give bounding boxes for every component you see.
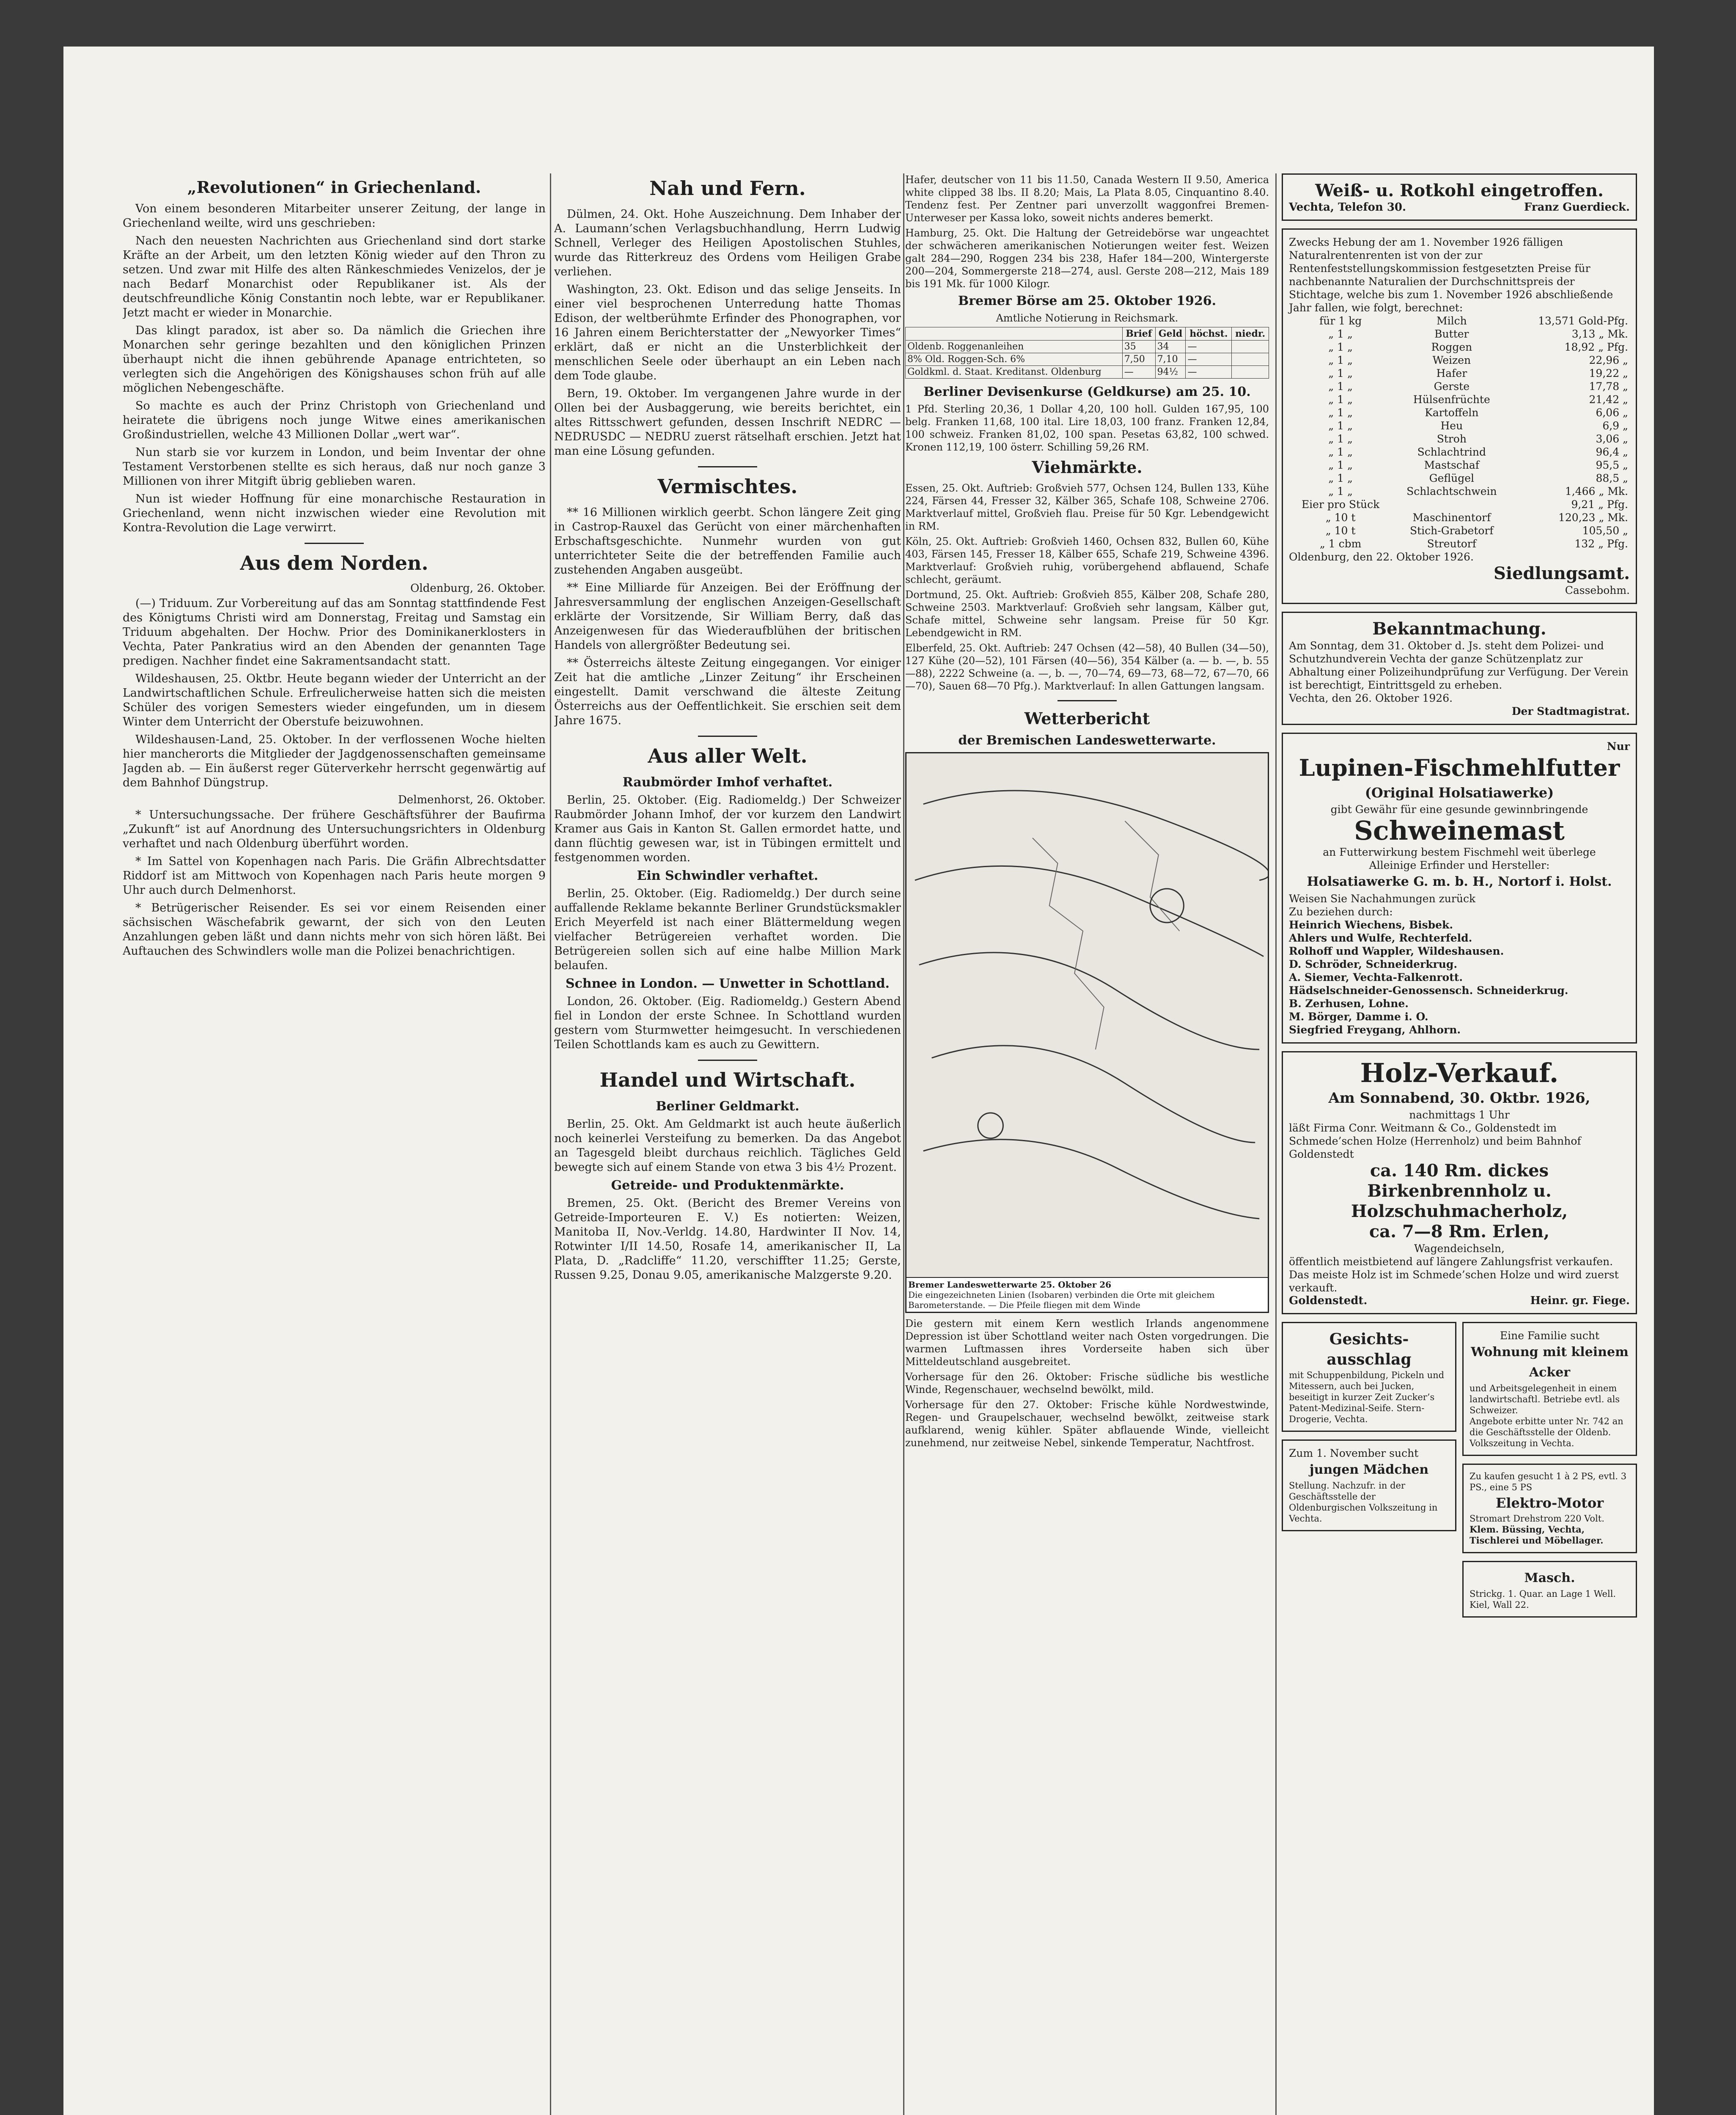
price-cell: Roggen bbox=[1431, 341, 1472, 353]
table-cell: — bbox=[1122, 366, 1155, 379]
ad-text: Am Sonntag, dem 31. Oktober d. Js. steht dem Polizei- und Schutzhundverein Vechta der ganze Schützenplatz zur Abhaltung einer Polizeihundprüfung zur Verfügung. Der Verein ist berechtigt, Eintrittsgeld zu erheben. bbox=[1289, 640, 1629, 691]
table-cell bbox=[1232, 341, 1269, 353]
price-cell: Eier pro Stück bbox=[1301, 498, 1380, 511]
ad-headline: Lupinen-Fischmehlfutter bbox=[1299, 754, 1620, 781]
price-cell: „ 1 „ bbox=[1328, 459, 1353, 471]
table-cell: 8% Old. Roggen-Sch. 6% bbox=[906, 353, 1123, 366]
article-paragraph: London, 26. Oktober. (Eig. Radiomeldg.) Gestern Abend fiel in London der erste Schnee. In Schottland wurden gestern vom Sturmwetter heimgesucht. In verschiedenen Teilen Schottlands kam es auch zu Gewittern. bbox=[554, 995, 901, 1051]
price-cell: 96,4 „ bbox=[1596, 446, 1628, 458]
price-cell: „ 1 „ bbox=[1328, 393, 1353, 406]
article-paragraph: ** Eine Milliarde für Anzeigen. Bei der Eröffnung der Jahresversammlung der englischen Anzeigen-Gesellschaft erklärte der Vorsitzende, Sir William Berry, daß das Anzeigenwesen für das Wiederaufblühen der britischen Handels von allergrößter Bedeutung sei. bbox=[554, 581, 901, 652]
price-cell: 19,22 „ bbox=[1589, 367, 1628, 379]
price-row bbox=[1289, 511, 1630, 524]
article-paragraph: Dortmund, 25. Okt. Auftrieb: Großvieh 855, Kälber 208, Schafe 280, Schweine 2503. Marktverlauf: Großvieh sehr langsam, Kälber gut, Schafe mittel, Schweine sehr langsam. Preise für 50 Kgr. Lebendgewicht in RM. bbox=[905, 589, 1269, 639]
price-row bbox=[1289, 419, 1630, 432]
table-cell bbox=[1232, 366, 1269, 379]
table-title: Bremer Börse am 25. Oktober 1926. bbox=[958, 294, 1217, 308]
price-cell: 120,23 „ Mk. bbox=[1558, 511, 1628, 524]
price-cell: 1,466 „ Mk. bbox=[1565, 485, 1628, 497]
ad-text: läßt Firma Conr. Weitmann & Co., Goldenstedt im Schmede’schen Holze (Herrenholz) und beim Bahnhof Goldenstedt bbox=[1289, 1122, 1581, 1160]
ad-address: Vechta, Telefon 30. bbox=[1289, 201, 1406, 214]
ad-date: Oldenburg, den 22. Oktober 1926. bbox=[1289, 551, 1474, 563]
ad-text: Weisen Sie Nachahmungen zurück bbox=[1289, 893, 1476, 905]
price-cell: „ 1 „ bbox=[1328, 367, 1353, 379]
ad-headline: Holz-Verkauf. bbox=[1360, 1058, 1559, 1088]
price-cell: Weizen bbox=[1432, 354, 1471, 366]
section-title: Nah und Fern. bbox=[649, 177, 806, 200]
article-paragraph: Nun ist wieder Hoffnung für eine monarchische Restauration in Griechenland, wenn nicht inzwischen wieder eine Revolution mit Kontra-Revolution die Lage verwirrt. bbox=[123, 492, 546, 534]
table-cell: Oldenb. Roggenanleihen bbox=[906, 341, 1123, 353]
price-cell: 132 „ Pfg. bbox=[1574, 538, 1628, 550]
ad-bekanntmachung bbox=[1282, 612, 1637, 725]
column-rule bbox=[903, 173, 904, 2115]
ad-lupinen bbox=[1282, 733, 1637, 1044]
price-row bbox=[1289, 367, 1630, 380]
section-divider bbox=[698, 736, 757, 737]
table-row bbox=[906, 353, 1269, 366]
forecast: Vorhersage für den 27. Oktober: Frische kühle Nordwestwinde, Regen- und Graupelschauer, wechselnd bewölkt, zeitweise stark aufklarend, wenig kühler. Später abflauende Winde, vielleicht zunehmend, nur zeitweise Nebel, sinkende Temperatur, Nachtfrost. bbox=[905, 1399, 1269, 1449]
article-paragraph: Das klingt paradox, ist aber so. Da nämlich die Griechen ihre Monarchen sehr geringe bezahlten und den königlichen Prinzen überhaupt nicht die ihnen gebührende Apanage entrichteten, so verlegten sich die Angehörigen des Königshauses schon früh auf alle möglichen Nebengeschäfte. bbox=[123, 324, 546, 395]
ad-headline: Wohnung mit kleinem Acker bbox=[1471, 1345, 1629, 1380]
article-paragraph: Dülmen, 24. Okt. Hohe Auszeichnung. Dem Inhaber der A. Laumann’schen Verlagsbuchhandlung, Herrn Ludwig Schnell, Verleger des Heiligen Apostolischen Stuhles, wurde das Ritterkreuz des Ordens vom Heiligen Grabe verliehen. bbox=[554, 208, 901, 278]
boerse-table bbox=[905, 327, 1269, 379]
table-cell: — bbox=[1186, 366, 1232, 379]
price-cell: Stroh bbox=[1437, 433, 1467, 445]
ad-headline: Weiß- u. Rotkohl eingetroffen. bbox=[1315, 181, 1604, 201]
price-cell: 9,21 „ Pfg. bbox=[1571, 498, 1628, 511]
price-cell: Schlachtschwein bbox=[1406, 485, 1497, 497]
article-paragraph: ** 16 Millionen wirklich geerbt. Schon längere Zeit ging in Castrop-Rauxel das Gerücht von einer märchenhaften Erbschaftsgeschichte. Nunmehr wurden von gut unterrichteter Seite die der betreffenden Familie auch zustehenden Angaben ausgeübt. bbox=[554, 506, 901, 577]
ad-text: Zwecks Hebung der am 1. November 1926 fälligen Naturalrentenrenten ist von der zur Rentenfeststellungskommission festgesetzten Preise für nachbenannte Naturalien der Durchschnittspreis der Stichtage, welche bis zum 1. November 1926 abschließende Jahr fallen, wie folgt, berechnet: bbox=[1289, 236, 1613, 314]
price-row bbox=[1289, 354, 1630, 367]
price-cell: „ 1 „ bbox=[1328, 354, 1353, 366]
ad-naturalien bbox=[1282, 228, 1637, 604]
ad-date: Vechta, den 26. Oktober 1926. bbox=[1289, 692, 1453, 704]
ad-nur: Nur bbox=[1607, 740, 1630, 753]
ad-text: öffentlich meistbietend auf längere Zahlungsfrist verkaufen. Das meiste Holz ist im Schmede’schen Holze und wird zuerst verkauft. bbox=[1289, 1255, 1619, 1294]
dealer-item: M. Börger, Damme i. O. bbox=[1289, 1011, 1428, 1023]
price-cell: „ 1 cbm bbox=[1319, 538, 1362, 550]
section-title: Aus dem Norden. bbox=[240, 552, 429, 574]
price-cell: „ 1 „ bbox=[1328, 341, 1353, 353]
dealer-item: D. Schröder, Schneiderkrug. bbox=[1289, 958, 1458, 970]
table-cell: 7,50 bbox=[1122, 353, 1155, 366]
price-cell: Heu bbox=[1440, 420, 1463, 432]
section-divider bbox=[305, 543, 364, 544]
price-cell: „ 1 „ bbox=[1328, 446, 1353, 458]
price-cell: 6,9 „ bbox=[1602, 420, 1628, 432]
dealer-item: A. Siemer, Vechta-Falkenrott. bbox=[1289, 971, 1463, 983]
ad-text: Eine Familie sucht bbox=[1500, 1329, 1600, 1342]
ad-kohl bbox=[1282, 173, 1637, 221]
article-headline: Berliner Devisenkurse (Geldkurse) am 25. 10. bbox=[923, 385, 1251, 399]
ad-text: gibt Gewähr für eine gesunde gewinnbringende bbox=[1330, 803, 1588, 816]
ad-text: Zum 1. November sucht bbox=[1289, 1447, 1419, 1459]
column-rule bbox=[550, 173, 551, 2115]
table-header-cell bbox=[906, 327, 1123, 341]
price-cell: „ 1 „ bbox=[1328, 420, 1353, 432]
price-row bbox=[1289, 485, 1630, 498]
table-cell: — bbox=[1186, 353, 1232, 366]
table-cell: 7,10 bbox=[1155, 353, 1186, 366]
ad-sign: Franz Guerdieck. bbox=[1524, 201, 1630, 214]
price-cell: Maschinentorf bbox=[1412, 511, 1491, 524]
price-cell bbox=[1392, 498, 1511, 511]
article-paragraph: (—) Triduum. Zur Vorbereitung auf das am Sonntag stattfindende Fest des Königtums Christi wird am Donnerstag, Freitag und Samstag ein Triduum abgehalten. Der Hochw. Prior des Dominikanerklosters in Vechta, Pater Pankratius wird an den Abenden der genannten Tage predigen. Nachher findet eine Sakramentsandacht statt. bbox=[123, 597, 546, 667]
article-paragraph: Wildeshausen, 25. Oktbr. Heute begann wieder der Unterricht an der Landwirtschaftlichen Schule. Erfreulicherweise hatten sich die meisten Schüler des vorigen Semesters wieder eingefunden, um in diesem Winter dem Unterricht der Oberstufe beizuwohnen. bbox=[123, 672, 546, 728]
article-paragraph: Berlin, 25. Okt. Am Geldmarkt ist auch heute äußerlich noch keinerlei Versteifung zu bemerken. Da das Angebot an Tagesgeld bleibt durchaus reichlich. Tägliches Geld bewegte sich auf einem Stande von etwa 3 bis 4½ Prozent. bbox=[554, 1118, 901, 1174]
price-cell: Mastschaf bbox=[1424, 459, 1480, 471]
article-paragraph: Die gestern mit einem Kern westlich Irlands angenommene Depression ist über Schottland weiter nach Osten vorgedrungen. Die warmen Luftmassen ihres Vorderseite haben sich über Mitteldeutschland ausgebreitet. bbox=[905, 1318, 1269, 1368]
ad-text: Wagendeichseln, bbox=[1414, 1242, 1505, 1255]
article-headline: Schnee in London. — Unwetter in Schottland. bbox=[566, 976, 890, 991]
article-paragraph: Berlin, 25. Oktober. (Eig. Radiomeldg.) Der Schweizer Raubmörder Johann Imhof, der vor kurzem den Landwirt Kramer aus Gais in Kanton St. Gallen ermordet hatte, und dann flüchtig gewesen war, ist in Tübingen ermittelt und festgenommen worden. bbox=[554, 794, 901, 864]
price-cell: Geflügel bbox=[1429, 472, 1474, 484]
article-headline: Ein Schwindler verhaftet. bbox=[637, 868, 819, 883]
article-headline: Raubmörder Imhof verhaftet. bbox=[622, 775, 833, 790]
article-paragraph: 1 Pfd. Sterling 20,36, 1 Dollar 4,20, 100 holl. Gulden 167,95, 100 belg. Franken 11,68, 100 ital. Lire 18,03, 100 franz. Franken 12,84, 100 schweiz. Franken 81,02, 100 span. Pesetas 63,82, 100 schwed. Kronen 112,19, 100 österr. Schilling 59,26 RM. bbox=[905, 403, 1269, 453]
price-cell: „ 10 t bbox=[1325, 525, 1356, 537]
ad-headline: Schweinemast bbox=[1354, 815, 1565, 846]
ad-motor bbox=[1462, 1464, 1637, 1553]
price-row bbox=[1289, 432, 1630, 445]
section-title: Aus aller Welt. bbox=[648, 744, 808, 767]
ad-sign: Heinr. gr. Fiege. bbox=[1530, 1294, 1630, 1307]
dealer-item: Heinrich Wiechens, Bisbek. bbox=[1289, 919, 1453, 931]
ad-text: Zu beziehen durch: bbox=[1289, 906, 1393, 918]
price-cell: 18,92 „ Pfg. bbox=[1564, 341, 1628, 353]
price-cell: 6,06 „ bbox=[1596, 407, 1628, 419]
price-cell: 88,5 „ bbox=[1596, 472, 1628, 484]
newspaper-page bbox=[63, 47, 1654, 2115]
table-subtitle: Amtliche Notierung in Reichsmark. bbox=[996, 312, 1178, 324]
ad-masch bbox=[1462, 1561, 1637, 1618]
table-cell: 94½ bbox=[1155, 366, 1186, 379]
article-paragraph: Elberfeld, 25. Okt. Auftrieb: 247 Ochsen (42—58), 40 Bullen (34—50), 127 Kühe (20—52), 101 Färsen (40—56), 354 Kälber (a. — b. —, b. 55—88), 2222 Schweine (a. —, b. —, 70—74, 69—73, 68—72, 67—70, 66—70), Sauen 68—70 Pfg.). Marktverlauf: In allen Gattungen langsam. bbox=[905, 642, 1269, 692]
price-cell: Streutorf bbox=[1427, 538, 1476, 550]
article-paragraph: Bern, 19. Oktober. Im vergangenen Jahre wurde in der Ollen bei der Ausbaggerung, wie bereits berichtet, ein altes Rittsschwert gefunden, dessen Inschrift NEDRC — NEDRUSDC — NEDRU zuerst rätselhaft erschien. Jetzt hat man eine Lösung gefunden. bbox=[554, 387, 901, 458]
article-paragraph: Essen, 25. Okt. Auftrieb: Großvieh 577, Ochsen 124, Bullen 133, Kühe 224, Färsen 44, Fresser 32, Kälber 365, Schafe 108, Schweine 2706. Marktverlauf mittel, Großvieh flau. Preise für 50 Kgr. Lebendgewicht in RM. bbox=[905, 482, 1269, 532]
price-cell: „ 1 „ bbox=[1328, 407, 1353, 419]
price-row bbox=[1289, 327, 1630, 341]
ad-text: an Futterwirkung bestem Fischmehl weit überlege bbox=[1323, 846, 1596, 858]
ad-place: Goldenstedt. bbox=[1289, 1294, 1368, 1307]
map-label: Bremer Landeswetterwarte 25. Oktober 26 bbox=[908, 1280, 1112, 1290]
table-cell bbox=[1232, 353, 1269, 366]
price-row bbox=[1289, 406, 1630, 419]
price-row bbox=[1289, 498, 1630, 511]
section-subtitle: der Bremischen Landeswetterwarte. bbox=[958, 733, 1216, 748]
weather-map-graphic bbox=[906, 753, 1268, 1312]
table-header-cell: Geld bbox=[1155, 327, 1186, 341]
ad-item: ca. 7—8 Rm. Erlen, bbox=[1369, 1222, 1550, 1242]
ad-headline: Gesichts-ausschlag bbox=[1327, 1330, 1412, 1368]
dealer-list bbox=[1289, 918, 1630, 1036]
column-4-ads bbox=[1282, 173, 1637, 1625]
article-paragraph: Köln, 25. Okt. Auftrieb: Großvieh 1460, Ochsen 832, Bullen 60, Kühe 403, Färsen 145, Fresser 18, Kälber 655, Schafe 219, Schweine 4396. Marktverlauf: Großvieh ruhig, vorübergehend abflauend, Schafe schlecht, geräumt. bbox=[905, 536, 1269, 585]
price-cell: Butter bbox=[1434, 328, 1469, 340]
price-cell: „ 1 „ bbox=[1328, 328, 1353, 340]
ad-sign: Klem. Büssing, Vechta, Tischlerei und Möbellager. bbox=[1470, 1524, 1604, 1546]
ad-text: Zu kaufen gesucht 1 à 2 PS, evtl. 3 PS., eine 5 PS bbox=[1470, 1471, 1627, 1492]
ad-text: nachmittags 1 Uhr bbox=[1409, 1109, 1510, 1121]
price-cell: 13,571 Gold-Pfg. bbox=[1538, 315, 1628, 327]
article-headline: Berliner Geldmarkt. bbox=[656, 1099, 799, 1114]
article-paragraph: Nach den neuesten Nachrichten aus Griechenland sind dort starke Kräfte an der Arbeit, um den letzten König wieder auf den Thron zu setzen. Und zwar mit Hilfe des alten Ränkeschmiedes Venizelos, der je nach Bedarf Monarchist oder Republikaner ist. Als der deutschfreundliche König Constantin noch lebte, war er Republikaner. Jetzt macht er wieder in Monarchie. bbox=[123, 234, 546, 319]
price-row bbox=[1289, 341, 1630, 354]
ad-headline: Bekanntmachung. bbox=[1372, 619, 1546, 639]
ad-text: Alleinige Erfinder und Hersteller: bbox=[1369, 859, 1550, 871]
price-cell: 105,50 „ bbox=[1582, 525, 1628, 537]
price-cell: „ 1 „ bbox=[1328, 485, 1353, 497]
table-header-cell: höchst. bbox=[1186, 327, 1232, 341]
dealer-item: Hädselschneider-Genossensch. Schneiderkrug. bbox=[1289, 984, 1568, 997]
price-cell: „ 10 t bbox=[1325, 511, 1356, 524]
price-cell: Hafer bbox=[1436, 367, 1467, 379]
price-row bbox=[1289, 537, 1630, 550]
ad-text: mit Schuppenbildung, Pickeln und Mitessern, auch bei Jucken, beseitigt in kurzer Zeit Zucker’s Patent-Medizinal-Seife. Stern-Drogerie, Vechta. bbox=[1289, 1370, 1445, 1424]
dealer-item: Siegfried Freygang, Ahlhorn. bbox=[1289, 1024, 1461, 1036]
section-title: Viehmärkte. bbox=[1032, 458, 1143, 477]
article-paragraph: ** Österreichs älteste Zeitung eingegangen. Vor einiger Zeit hat die amtliche „Linzer Zeitung“ ihr Erscheinen eingestellt. Damit verschwand die älteste Zeitung Österreichs aus der Oeffentlichkeit. Sie erschien seit dem Jahre 1675. bbox=[554, 656, 901, 727]
price-row bbox=[1289, 445, 1630, 459]
price-cell: Schlachtrind bbox=[1417, 446, 1486, 458]
ad-headline: jungen Mädchen bbox=[1309, 1462, 1429, 1477]
section-divider bbox=[698, 466, 757, 467]
price-row bbox=[1289, 472, 1630, 485]
article-paragraph: Washington, 23. Okt. Edison und das selige Jenseits. In einer viel besprochenen Unterredung hatte Thomas Edison, der weltberühmte Erfinder des Phonographen, vor 16 Jahren einem Berichterstatter der „Newyorker Times“ erklärt, daß er nicht an die Unsterblichkeit der menschlichen Seele oder überhaupt an ein Leben nach dem Tode glaube. bbox=[554, 283, 901, 382]
ad-text: Angebote erbitte unter Nr. 742 an die Geschäftsstelle der Oldenb. Volkszeitung in Vechta. bbox=[1470, 1416, 1623, 1448]
price-row bbox=[1289, 524, 1630, 537]
article-paragraph: So machte es auch der Prinz Christoph von Griechenland und heiratete die übrigens noch junge Witwe eines amerikanischen Großindustriellen, welche 43 Millionen Dollar „wert war“. bbox=[123, 399, 546, 441]
price-cell: 95,5 „ bbox=[1596, 459, 1628, 471]
price-cell: 3,13 „ Mk. bbox=[1571, 328, 1628, 340]
weather-map bbox=[905, 752, 1269, 1313]
section-divider bbox=[1058, 700, 1117, 701]
ad-headline: Elektro-Motor bbox=[1495, 1495, 1604, 1511]
price-cell: „ 1 „ bbox=[1328, 380, 1353, 393]
ad-subheadline: (Original Holsatiawerke) bbox=[1365, 785, 1554, 801]
price-cell: 21,42 „ bbox=[1589, 393, 1628, 406]
column-3 bbox=[905, 173, 1269, 1452]
price-cell: für 1 kg bbox=[1319, 315, 1362, 327]
article-paragraph: Hamburg, 25. Okt. Die Haltung der Getreidebörse war ungeachtet der schwächeren amerikanischen Notierungen weiter fest. Weizen galt 284—290, Roggen 234 bis 238, Hafer 184—200, Wintergerste 200—204, Sommergerste 218—274, ausl. Gerste 208—212, Mais 189 bis 191 Mk. für 1000 Kilogr. bbox=[905, 227, 1269, 290]
article-paragraph: Berlin, 25. Oktober. (Eig. Radiomeldg.) Der durch seine auffallende Reklame bekannte Berliner Grundstücksmakler Erich Meyerfeld ist nach einer Blättermeldung wegen vielfacher Betrügereien verhaftet worden. Die Betrügereien sollen sich auf eine halbe Million Mark belaufen. bbox=[554, 887, 901, 972]
ad-item: ca. 140 Rm. dickes Birkenbrennholz u. Holzschuhmacherholz, bbox=[1351, 1161, 1568, 1221]
dealer-item: B. Zerhusen, Lohne. bbox=[1289, 997, 1409, 1010]
ad-gesicht bbox=[1282, 1322, 1456, 1432]
table-cell: 34 bbox=[1155, 341, 1186, 353]
ad-wohnung bbox=[1462, 1322, 1637, 1456]
column-2 bbox=[554, 173, 901, 1286]
ad-text: Strickg. 1. Quar. an Lage 1 Well. Kiel, Wall 22. bbox=[1470, 1589, 1616, 1610]
price-cell: „ 1 „ bbox=[1328, 472, 1353, 484]
table-header-cell: niedr. bbox=[1232, 327, 1269, 341]
price-cell: Milch bbox=[1436, 315, 1467, 327]
table-row bbox=[906, 366, 1269, 379]
ad-text: und Arbeitsgelegenheit in einem landwirtschaftl. Betriebe evtl. als Schweizer. bbox=[1470, 1383, 1620, 1415]
table-row bbox=[906, 341, 1269, 353]
ad-text: Stromart Drehstrom 220 Volt. bbox=[1470, 1513, 1604, 1524]
article-paragraph: Bremen, 25. Okt. (Bericht des Bremer Vereins von Getreide-Importeuren E. V.) Es notierten: Weizen, Manitoba II, Nov.-Verldg. 14.80, Hardwinter II Nov. 14, Rotwinter I/II 14.50, Rosafe 14, amerikanischer II, La Plata, D. „Radcliffe“ 11.20, verschiffter 11.25; Gerste, Russen 9.25, Donau 9.05, amerikanische Malzgerste 9.20. bbox=[554, 1197, 901, 1282]
price-cell: 22,96 „ bbox=[1589, 354, 1628, 366]
ad-headline: Masch. bbox=[1524, 1571, 1575, 1585]
table-cell: Goldkml. d. Staat. Kreditanst. Oldenburg bbox=[906, 366, 1123, 379]
ad-text: Stellung. Nachzufr. in der Geschäftsstelle der Oldenburgischen Volkszeitung in Vechta. bbox=[1289, 1480, 1438, 1524]
price-cell: 17,78 „ bbox=[1589, 380, 1628, 393]
section-title: Wetterbericht bbox=[1024, 709, 1150, 728]
ad-maedchen bbox=[1282, 1439, 1456, 1531]
table-cell: — bbox=[1186, 341, 1232, 353]
section-title: Vermischtes. bbox=[657, 475, 798, 498]
column-1 bbox=[123, 173, 546, 962]
price-cell: Stich-Grabetorf bbox=[1410, 525, 1494, 537]
forecast: Vorhersage für den 26. Oktober: Frische südliche bis westliche Winde, Regenschauer, wechselnd bewölkt, mild. bbox=[905, 1371, 1269, 1395]
small-ads-row bbox=[1282, 1322, 1637, 1625]
dateline: Oldenburg, 26. Oktober. bbox=[410, 582, 546, 595]
price-row bbox=[1289, 459, 1630, 472]
article-headline: Getreide- und Produktenmärkte. bbox=[611, 1178, 844, 1193]
price-row bbox=[1289, 393, 1630, 406]
article-paragraph: Hafer, deutscher von 11 bis 11.50, Canada Western II 9.50, America white clipped 38 lbs. II 8.20; Mais, La Plata 8.05, Cinquantino 8.40. Tendenz fest. Per Zentner pari unverzollt waggonfrei Bremen-Unterweser per Kassa loko, soweit nichts anderes bemerkt. bbox=[905, 174, 1269, 224]
map-caption bbox=[906, 1277, 1268, 1312]
price-cell: Gerste bbox=[1434, 380, 1470, 393]
ad-holz bbox=[1282, 1051, 1637, 1314]
section-divider bbox=[698, 1060, 757, 1061]
price-cell: 3,06 „ bbox=[1596, 433, 1628, 445]
ad-sign: Der Stadtmagistrat. bbox=[1511, 705, 1630, 717]
price-cell: „ 1 „ bbox=[1328, 433, 1353, 445]
article-paragraph: * Betrügerischer Reisender. Es sei vor einem Reisenden einer sächsischen Wäschefabrik gewarnt, der sich von den Leuten Anzahlungen geben läßt und dann nichts mehr von sich hören läßt. Bei Auftauchen des Schwindlers wolle man die Polizei benachrichtigen. bbox=[123, 901, 546, 958]
map-legend: Die eingezeichneten Linien (Isobaren) verbinden die Orte mit gleichem Barometerstande. — Die Pfeile fliegen mit dem Winde bbox=[908, 1290, 1215, 1310]
price-table bbox=[1289, 314, 1630, 550]
dealer-item: Rolhoff und Wappler, Wildeshausen. bbox=[1289, 945, 1504, 957]
article-paragraph: Wildeshausen-Land, 25. Oktober. In der verflossenen Woche hielten hier mancherorts die Mitglieder der Jagdgenossenschaften gemeinsame Jagden ab. — Ein äußerst reger Güterverkehr herrscht gegenwärtig auf dem Bahnhof Düngstrup. bbox=[123, 733, 546, 789]
dateline: Delmenhorst, 26. Oktober. bbox=[398, 794, 546, 806]
dealer-item: Ahlers und Wulfe, Rechterfeld. bbox=[1289, 932, 1472, 944]
price-row bbox=[1289, 380, 1630, 393]
article-paragraph: * Im Sattel von Kopenhagen nach Paris. Die Gräfin Albrechtsdatter Riddorf ist am Mittwoch von Kopenhagen nach Paris heute morgen 9 Uhr auch durch Delmenhorst. bbox=[123, 855, 546, 897]
article-paragraph: * Untersuchungssache. Der frühere Geschäftsführer der Baufirma „Zukunft“ ist auf Anordnung des Untersuchungsrichters in Oldenburg verhaftet und nach Oldenburg überführt worden. bbox=[123, 808, 546, 850]
article-paragraph: Von einem besonderen Mitarbeiter unserer Zeitung, der lange in Griechenland weilte, wird uns geschrieben: bbox=[123, 202, 546, 230]
section-title: Handel und Wirtschaft. bbox=[599, 1068, 856, 1091]
price-cell: Kartoffeln bbox=[1425, 407, 1479, 419]
table-cell: 35 bbox=[1122, 341, 1155, 353]
ad-date: Am Sonnabend, 30. Oktbr. 1926, bbox=[1328, 1090, 1590, 1107]
price-cell: Hülsenfrüchte bbox=[1413, 393, 1490, 406]
article-title: „Revolutionen“ in Griechenland. bbox=[187, 178, 481, 197]
table-header-cell: Brief bbox=[1122, 327, 1155, 341]
ad-sign: Cassebohm. bbox=[1565, 584, 1630, 596]
ad-firm: Holsatiawerke G. m. b. H., Nortorf i. Holst. bbox=[1307, 874, 1612, 889]
article-paragraph: Nun starb sie vor kurzem in London, und beim Inventar der ohne Testament Verstorbenen stellte es sich heraus, daß nur noch ganze 3 Millionen von ihrer Mitgift übrig geblieben waren. bbox=[123, 446, 546, 488]
column-rule bbox=[1275, 173, 1277, 2115]
ad-sign: Siedlungsamt. bbox=[1494, 563, 1630, 583]
price-row bbox=[1289, 314, 1630, 327]
